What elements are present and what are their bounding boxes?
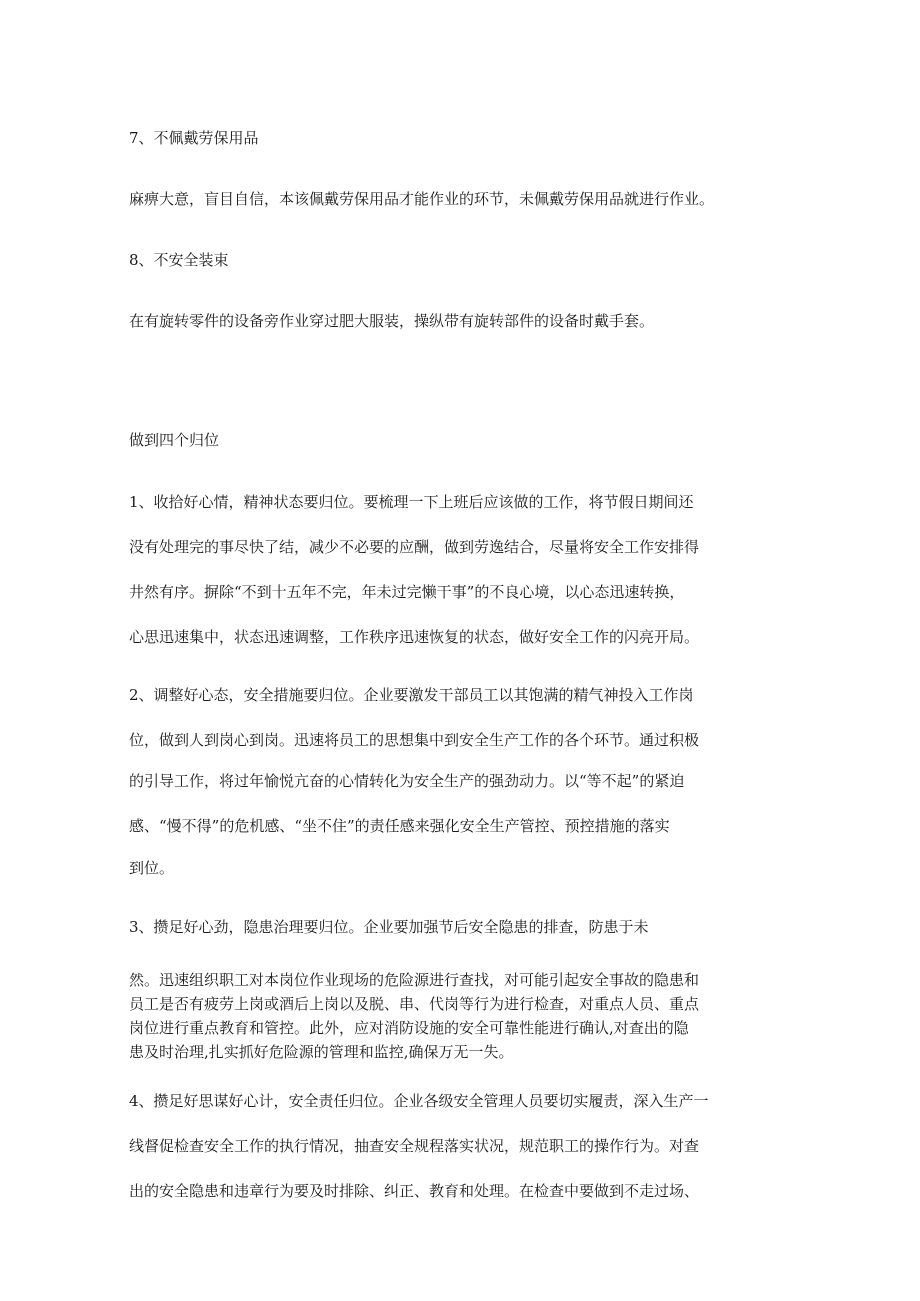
point-2-line-5: 到位。 [129, 859, 175, 877]
paragraph-item-8: 在有旋转零件的设备旁作业穿过肥大服装，操纵带有旋转部件的设备时戴手套。 [129, 312, 655, 330]
paragraph-item-7: 麻痹大意，盲目自信，本该佩戴劳保用品才能作业的环节，未佩戴劳保用品就进行作业。 [129, 190, 715, 208]
point-3-line-3: 员工是否有疲劳上岗或酒后上岗以及脱、串、代岗等行为进行检查，对重点人员、重点 [129, 995, 700, 1013]
point-1-line-2: 没有处理完的事尽快了结，减少不必要的应酬，做到劳逸结合，尽量将安全工作安排得 [129, 538, 700, 556]
point-3-line-2: 然。迅速组织职工对本岗位作业现场的危险源进行查找，对可能引起安全事故的隐患和 [129, 971, 700, 989]
point-4-line-3: 出的安全隐患和违章行为要及时排除、纠正、教育和处理。在检查中要做到不走过场、 [129, 1182, 700, 1200]
point-2-line-3: 的引导工作，将过年愉悦亢奋的心情转化为安全生产的强劲动力。以“等不起”的紧迫 [129, 772, 685, 790]
point-2-line-4: 感、“慢不得”的危机感、“坐不住”的责任感来强化安全生产管控、预控措施的落实 [129, 817, 670, 835]
section-title: 做到四个归位 [129, 431, 220, 449]
point-3-line-4: 岗位进行重点教育和管控。此外，应对消防设施的安全可靠性能进行确认,对查出的隐 [129, 1019, 689, 1037]
point-2-line-1: 2、调整好心态，安全措施要归位。企业要激发干部员工以其饱满的精气神投入工作岗 [129, 686, 694, 704]
point-2-line-2: 位，做到人到岗心到岗。迅速将员工的思想集中到安全生产工作的各个环节。通过积极 [129, 731, 700, 749]
point-3-line-5: 患及时治理,扎实抓好危险源的管理和监控,确保万无一失。 [129, 1043, 514, 1061]
point-1-line-3: 井然有序。摒除“不到十五年不完，年未过完懒干事”的不良心境，以心态迅速转换， [129, 583, 685, 601]
point-3-line-1: 3、攒足好心劲，隐患治理要归位。企业要加强节后安全隐患的排查，防患于未 [129, 918, 649, 936]
heading-item-8: 8、不安全装束 [129, 251, 229, 269]
heading-item-7: 7、不佩戴劳保用品 [129, 129, 259, 147]
point-4-line-2: 线督促检查安全工作的执行情况，抽查安全规程落实状况，规范职工的操作行为。对查 [129, 1137, 700, 1155]
point-1-line-4: 心思迅速集中，状态迅速调整，工作秩序迅速恢复的状态，做好安全工作的闪亮开局。 [129, 628, 700, 646]
point-1-line-1: 1、收拾好心情，精神状态要归位。要梳理一下上班后应该做的工作，将节假日期间还 [129, 493, 694, 511]
point-4-line-1: 4、攒足好思谋好心计，安全责任归位。企业各级安全管理人员要切实履责，深入生产一 [129, 1092, 709, 1110]
